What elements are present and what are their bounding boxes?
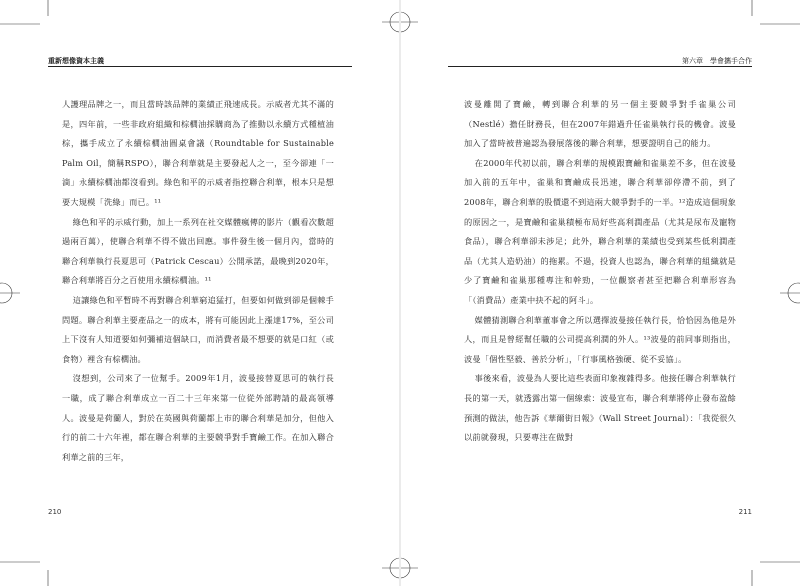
running-head-book-title: 重新想像資本主義 [48,57,104,65]
page-number: 210 [48,508,62,516]
paragraph: 這讓綠色和平暫時不再對聯合利華窮追猛打，但要如何做到卻是個棘手問題。聯合利華主要產品之一的成本，將有可能因此上漲達17%，至公司上下沒有人知道要如何彌補這個缺口，而消費者最不想要的就是口紅（或食物）裡含有棕櫚油。 [62,294,334,364]
body-text [62,95,334,467]
right-page [400,0,800,586]
page-number: 211 [738,508,752,516]
paragraph: 在2000年代初以前，聯合利華的規模跟寶鹼和雀巢差不多，但在波曼加入前的五年中，雀巢和寶鹼成長迅速，聯合利華卻停滯不前，到了2008年，聯合利華的股價還不到這兩大競爭對手的一半。¹²造成這個現象的原因之一，是寶鹼和雀巢積極布局好些高利潤產品（尤其是尿布及寵物食品），聯合利華卻未涉足；此外，聯合利華的業績也受到某些低利潤產品（尤其人造奶油）的拖累。不過，投資人也認為，聯合利華的組織就是少了寶鹼和雀巢那種專注和幹勁，一位觀察者甚至把聯合利華形容為「（消費品）產業中抉不起的阿斗」。 [464,157,736,305]
header-rule [448,66,752,67]
header-rule [48,66,352,67]
body-text [464,95,736,448]
paragraph: 事後來看，波曼為人要比這些表面印象複雜得多。他接任聯合利華執行長的第一天，就透露出第一個線索：波曼宣布，聯合利華將停止發布盈餘預測的做法，他告訴《華爾街日報》（Wall Street Journal）：「我從很久以前就發現，只要專注在做對 [464,373,736,443]
running-head-chapter: 第六章 學會攜手合作 [682,57,752,65]
paragraph: 波曼離開了寶鹼，轉到聯合利華的另一個主要競爭對手雀巢公司（Nestlé）擔任財務長，但在2007年錯過升任雀巢執行長的機會。波曼加入了當時被普遍認為發展落後的聯合利華，想要證明自己的能力。 [464,99,736,149]
paragraph: 綠色和平的示威行動，加上一系列在社交媒體瘋傳的影片（觀看次數超過兩百萬），使聯合利華不得不做出回應。事件發生後一個月內，當時的聯合利華執行長夏思可（Patrick Cescau）公開承諾，最晚到2020年，聯合利華將百分之百使用永續棕櫚油。¹¹ [62,216,334,286]
paragraph: 沒想到，公司來了一位幫手。2009年1月，波曼接替夏思可的執行長一職，成了聯合利華成立一百二十三年來第一位從外部聘請的最高領導人。波曼是荷蘭人，對於在英國與荷蘭都上市的聯合利華是加分，但他入行的前二十六年裡，都在聯合利華的主要競爭對手寶鹼工作。在加入聯合利華之前的三年， [62,373,334,462]
paragraph: 人護理品牌之一，而且當時該品牌的業績正飛速成長。示威者尤其不滿的是，四年前，一些非政府組織和棕櫚油採購商為了推動以永續方式種植油棕，攜手成立了永續棕櫚油圓桌會議（Roundtable for Sustainable Palm Oil，簡稱RSPO），聯合利華就是主要發起人之一，至今卻連「一滴」永續棕櫚油都沒看到。綠色和平的示威者指控聯合利華，根本只是想要大規模「洗綠」而已。¹¹ [62,99,334,207]
paragraph: 媒體猜測聯合利華董事會之所以選擇波曼接任執行長，恰恰因為他是外人，而且是曾經幫任職的公司提高利潤的外人。¹³波曼的前同事則指出，波曼「個性堅毅、善於分析」，「行事風格強硬、從不妥協」。 [464,314,736,364]
